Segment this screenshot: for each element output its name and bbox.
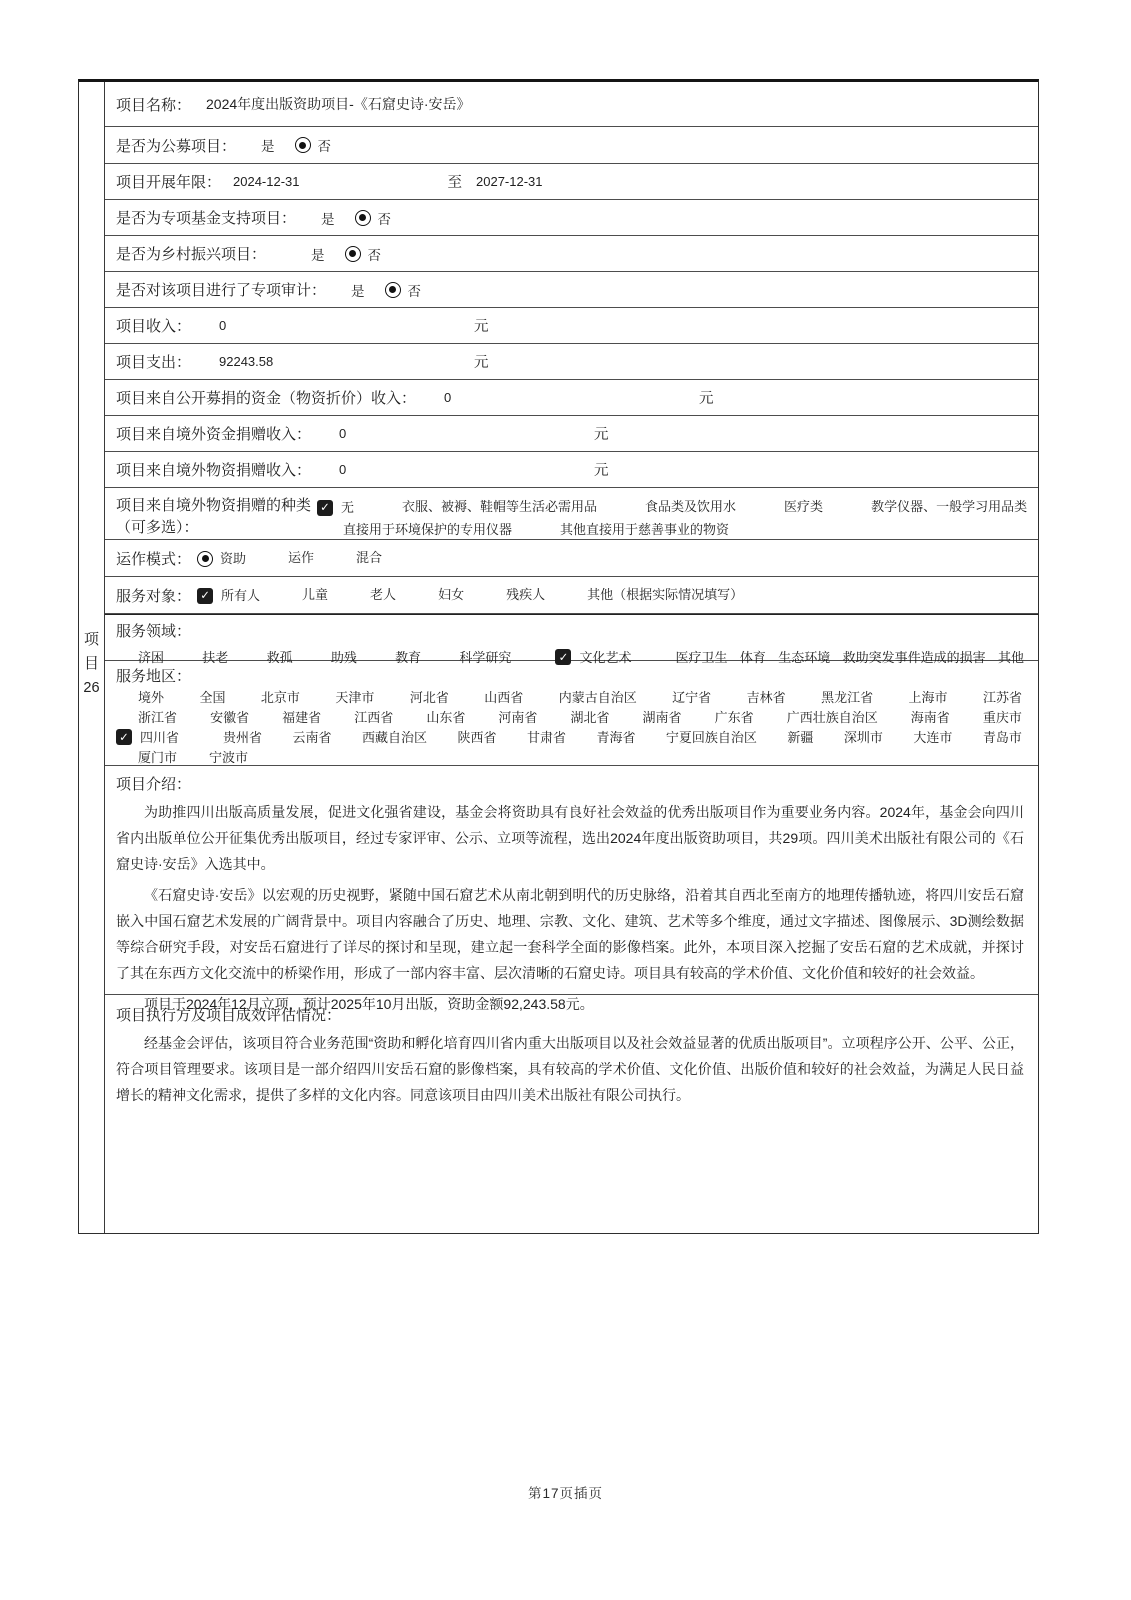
checked-target: ✓ 所有人 <box>197 585 260 607</box>
option-item: 上海市 <box>908 690 948 705</box>
intro-paragraph-3: 项目于2024年12月立项，预计2025年10月出版，资助金额92,243.58元。 <box>144 996 594 1012</box>
radio-selected-icon <box>385 282 401 298</box>
service-targets-label: 服务对象： <box>116 587 192 605</box>
intro-paragraph-1: 为助推四川出版高质量发展，促进文化强省建设，基金会将资助具有良好社会效益的优秀出版项目作为重要业务内容。2024年，基金会向四川省内出版单位公开征集优秀出版项目，经过专家评审、公示、立项等流程，选出2024年度出版资助项目，共29项。四川美术出版社有限公司的《石窟史诗·安岳》入选其中。 <box>116 804 1024 872</box>
period-start-date: 2024-12-31 <box>233 174 300 189</box>
operation-mode-label: 运作模式： <box>116 550 192 568</box>
option-item: 贵州省 <box>223 730 263 745</box>
overseas-goods-types-label: 项目来自境外物资捐赠的种类 （可多选）： <box>116 497 312 536</box>
option-item: 甘肃省 <box>526 730 566 745</box>
row-overseas-fund-income <box>105 416 1038 452</box>
project-expense-label: 项目支出： <box>116 354 192 371</box>
option-item: 重庆市 <box>982 710 1022 725</box>
regions-line-4 <box>116 747 1038 766</box>
row-service-regions <box>105 661 1038 766</box>
regions-line-3 <box>116 727 1038 746</box>
radio-selected-icon <box>197 551 213 567</box>
row-evaluation <box>105 995 1038 1233</box>
option-item: 全国 <box>199 690 226 705</box>
row-public-donation-income <box>105 380 1038 416</box>
currency-unit: 元 <box>474 355 489 371</box>
public-donation-income-label: 项目来自公开募捐的资金（物资折价）收入： <box>116 390 417 407</box>
evaluation-label: 项目执行方及项目成效评估情况： <box>116 1007 342 1024</box>
option-item: 山东省 <box>426 710 466 725</box>
option-item: 西藏自治区 <box>361 730 427 745</box>
option-item: 河南省 <box>498 710 538 725</box>
radio-selected-icon <box>345 246 361 262</box>
project-name-value: 2024年度出版资助项目-《石窟史诗·安岳》 <box>206 96 471 112</box>
option-item: 新疆 <box>787 730 814 745</box>
currency-unit: 元 <box>594 427 609 443</box>
row-special-audit <box>105 272 1038 308</box>
option-item: 科学研究 <box>459 650 512 665</box>
row-project-period <box>105 164 1038 200</box>
regions-line-1 <box>116 687 1038 706</box>
option-item: 境外 <box>138 690 165 705</box>
period-to-label: 至 <box>447 175 463 191</box>
option-item: 宁波市 <box>209 750 249 765</box>
row-overseas-goods-types <box>105 488 1038 540</box>
option-item: 黑龙江省 <box>821 690 874 705</box>
service-targets-options <box>197 583 1038 607</box>
row-project-income <box>105 308 1038 344</box>
row-service-targets <box>105 577 1038 614</box>
public-donation-income-value: 0 <box>444 390 452 405</box>
option-item: 混合 <box>356 550 383 566</box>
option-item: 残疾人 <box>506 587 546 602</box>
intro-paragraph-2: 《石窟史诗·安岳》以宏观的历史视野，紧随中国石窟艺术从南北朝到明代的历史脉络，沿着其自西北至南方的地理传播轨迹，将四川安岳石窟嵌入中国石窟艺术发展的广阔背景中。项目内容融合了历史、地理、宗教、文化、建筑、艺术等多个维度，通过文字描述、图像展示、3D测绘数据等综合研究手段，对安岳石窟进行了详尽的探讨和呈现，建立起一套科学全面的影像档案。此外，本项目深入挖掘了安岳石窟的艺术成就，并探讨了其在东西方文化交流中的桥梁作用，形成了一部内容丰富、层次清晰的石窟史诗。项目具有较高的学术价值、文化价值和较好的社会效益。 <box>116 887 1024 981</box>
form-rows <box>105 82 1038 1233</box>
option-item: 生态环境 <box>778 650 831 665</box>
checked-option-none: ✓ 无 <box>317 497 354 519</box>
option-item: 江苏省 <box>982 690 1022 705</box>
option-item: 教学仪器、一般学习用品类 <box>871 499 1028 514</box>
option-item: 广西壮族自治区 <box>786 710 878 725</box>
option-item: 运作 <box>288 550 315 566</box>
option-item: 北京市 <box>260 690 300 705</box>
option-item: 内蒙古自治区 <box>558 690 637 705</box>
option-item: 江西省 <box>354 710 394 725</box>
option-item: 福建省 <box>282 710 322 725</box>
checkbox-checked-icon: ✓ <box>555 649 571 665</box>
special-fund-label: 是否为专项基金支持项目： <box>116 210 297 227</box>
option-no-selected: 否 <box>317 139 332 154</box>
option-item: 儿童 <box>302 587 329 602</box>
evaluation-paragraph: 经基金会评估，该项目符合业务范围“资助和孵化培育四川省内重大出版项目以及社会效益显著的优质出版项目”。立项程序公开、公平、公正，符合项目管理要求。该项目是一部介绍四川安岳石窟的影像档案，具有较高的学术价值、文化价值、出版价值和较好的社会效益，为满足人民日益增长的精神文化需求，提供了多样的文化内容。同意该项目由四川美术出版社有限公司执行。 <box>116 1035 1024 1103</box>
option-item: 其他 <box>997 650 1024 665</box>
option-item: 青岛市 <box>982 730 1022 745</box>
option-no-selected: 否 <box>367 247 382 263</box>
regions-line-2 <box>116 707 1038 726</box>
option-item: 老人 <box>370 587 397 602</box>
option-item: 吉林省 <box>746 690 786 705</box>
project-number-char: 项 <box>83 631 99 648</box>
radio-selected-icon <box>295 137 311 153</box>
option-item: 大连市 <box>913 730 953 745</box>
option-item: 食品类及饮用水 <box>645 499 737 514</box>
option-item: 辽宁省 <box>672 690 712 705</box>
options-line-2 <box>317 519 1038 541</box>
option-item: 陕西省 <box>457 730 497 745</box>
option-item: 衣服、被褥、鞋帽等生活必需用品 <box>402 499 598 514</box>
overseas-fund-income-label: 项目来自境外资金捐赠收入： <box>116 426 312 443</box>
overseas-fund-income-value: 0 <box>339 426 347 441</box>
option-item: 广东省 <box>714 710 754 725</box>
row-special-fund <box>105 200 1038 236</box>
project-form-table <box>78 79 1039 1234</box>
option-item: 直接用于环境保护的专用仪器 <box>343 522 513 537</box>
service-regions-label: 服务地区： <box>116 668 192 685</box>
option-item: 湖南省 <box>642 710 682 725</box>
checked-region: ✓ 四川省 <box>116 727 179 746</box>
period-label: 项目开展年限： <box>116 174 222 191</box>
project-number-char: 目 <box>83 655 99 672</box>
project-number: 26 <box>83 680 100 696</box>
period-end-date: 2027-12-31 <box>476 174 543 189</box>
option-item: 浙江省 <box>138 710 178 725</box>
option-item: 妇女 <box>438 587 465 602</box>
service-fields-label: 服务领域： <box>116 623 192 640</box>
special-audit-label: 是否对该项目进行了专项审计： <box>116 282 327 299</box>
checkbox-checked-icon: ✓ <box>317 500 333 516</box>
option-item: 厦门市 <box>138 750 178 765</box>
option-item: 医疗类 <box>784 499 824 514</box>
option-item: 深圳市 <box>843 730 883 745</box>
project-income-value: 0 <box>219 318 227 333</box>
option-item: 医疗卫生 <box>675 650 728 665</box>
option-item: 山西省 <box>484 690 524 705</box>
option-yes: 是 <box>321 211 335 227</box>
option-yes: 是 <box>311 247 325 263</box>
row-overseas-goods-income <box>105 452 1038 488</box>
overseas-goods-types-options <box>317 495 1038 541</box>
project-expense-value: 92243.58 <box>219 354 274 369</box>
option-yes: 是 <box>351 283 365 299</box>
row-project-intro <box>105 766 1038 1012</box>
yes-no-group <box>261 135 331 155</box>
option-item: 救孤 <box>266 650 293 665</box>
option-item: 济困 <box>138 650 165 665</box>
option-item: 湖北省 <box>570 710 610 725</box>
overseas-goods-income-value: 0 <box>339 462 347 477</box>
overseas-goods-income-label: 项目来自境外物资捐赠收入： <box>116 462 312 479</box>
option-item: 助残 <box>330 650 357 665</box>
project-intro-label: 项目介绍： <box>116 776 192 793</box>
options-line-1 <box>317 496 1038 519</box>
option-yes: 是 <box>261 139 275 154</box>
option-item: 安徽省 <box>210 710 250 725</box>
side-label-column <box>79 82 105 1233</box>
currency-unit: 元 <box>699 391 714 407</box>
row-operation-mode <box>105 540 1038 577</box>
project-income-label: 项目收入： <box>116 318 192 335</box>
option-item: 云南省 <box>292 730 332 745</box>
option-item: 教育 <box>395 650 422 665</box>
option-item: 青海省 <box>596 730 636 745</box>
option-item: 河北省 <box>409 690 449 705</box>
row-rural-revitalization <box>105 236 1038 272</box>
checked-field: ✓ 文化艺术 <box>555 647 631 666</box>
checkbox-checked-icon: ✓ <box>197 588 213 604</box>
option-item: 救助突发事件造成的损害 <box>842 650 986 665</box>
page-footer: 第17页插页 <box>527 1486 604 1501</box>
yes-no-group <box>351 280 421 300</box>
yes-no-group <box>311 244 381 264</box>
option-item: 扶老 <box>202 650 229 665</box>
option-item: 天津市 <box>335 690 375 705</box>
row-service-fields <box>105 614 1038 665</box>
currency-unit: 元 <box>594 463 609 479</box>
checkbox-checked-icon: ✓ <box>116 729 132 745</box>
option-no-selected: 否 <box>377 211 392 227</box>
option-no-selected: 否 <box>407 283 422 299</box>
project-name-label: 项目名称： <box>116 96 192 114</box>
option-item: 海南省 <box>910 710 950 725</box>
row-project-expense <box>105 344 1038 380</box>
option-item: 宁夏回族自治区 <box>665 730 757 745</box>
option-item: 其他（根据实际情况填写） <box>587 587 744 602</box>
radio-selected-icon <box>355 210 371 226</box>
currency-unit: 元 <box>474 319 489 335</box>
selected-mode: 资助 <box>197 548 246 570</box>
yes-no-group <box>321 208 391 228</box>
option-item: 体育 <box>739 650 766 665</box>
rural-revitalization-label: 是否为乡村振兴项目： <box>116 246 267 263</box>
row-project-name <box>105 82 1038 127</box>
public-fundraising-label: 是否为公募项目： <box>116 137 237 155</box>
row-public-fundraising <box>105 127 1038 164</box>
option-item: 其他直接用于慈善事业的物资 <box>560 522 730 537</box>
operation-mode-options <box>197 546 1038 570</box>
